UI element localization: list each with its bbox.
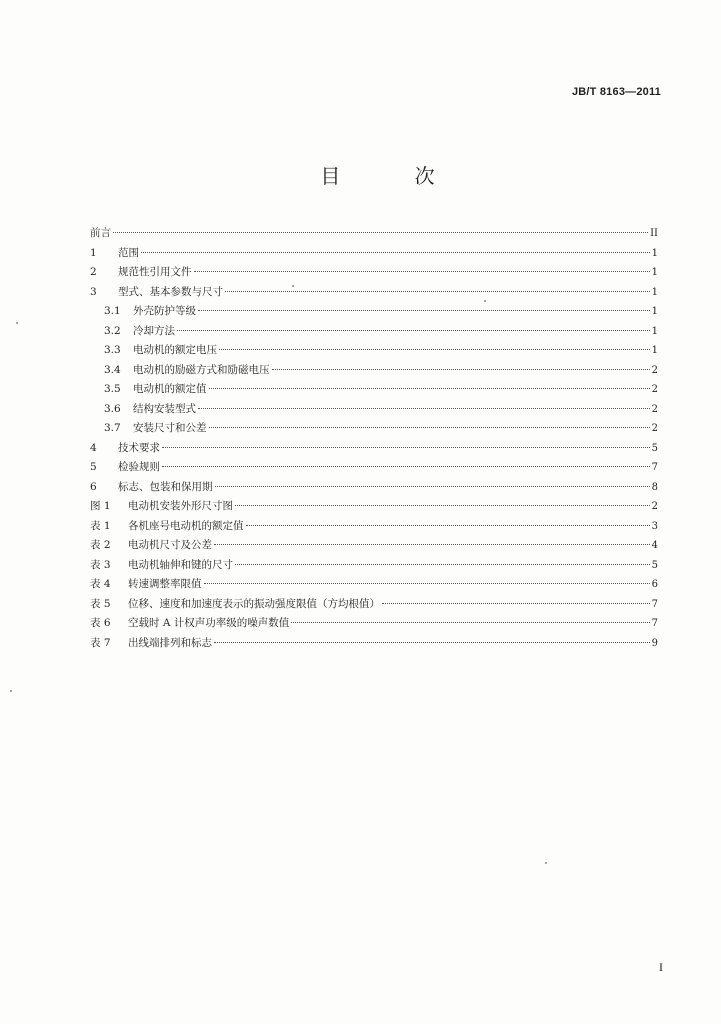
toc-entry-title: 检验规则 [118,461,160,473]
toc-entry-title: 电动机的额定值 [133,383,207,395]
toc-leader-dots [209,426,650,428]
toc-entry-page: 2 [651,501,658,512]
toc-leader-dots [198,309,650,311]
toc-leader-dots [215,485,650,487]
toc-leader-dots [219,348,650,350]
scan-speck [484,300,486,302]
toc-entry [90,497,658,517]
toc-leader-dots [141,251,650,253]
toc-entry-title: 电动机安装外形尺寸图 [128,500,233,512]
toc-entry-number: 3.2 [104,324,121,337]
toc-entry [90,302,658,322]
toc-entry-number: 3.1 [104,305,121,317]
toc-entry-page: 4 [651,540,658,551]
toc-entry [90,458,658,478]
toc-entry-title: 规范性引用文件 [118,266,192,278]
toc-entry-page: 2 [651,384,658,395]
toc-entry [90,400,658,420]
toc-entry-page: 8 [651,481,658,493]
toc-entry [90,478,658,498]
toc-leader-dots [194,270,650,272]
toc-entry [90,380,658,400]
toc-entry-page: 7 [651,462,658,473]
toc-entry-page: 1 [651,306,658,317]
toc-entry [90,341,658,361]
toc-entry-title: 位移、速度和加速度表示的振动强度限值（方均根值） [128,597,380,610]
toc-entry-title: 范围 [118,246,139,259]
toc-entry-title: 外壳防护等级 [133,305,196,317]
toc-entry [90,361,658,381]
toc-entry [90,224,658,244]
toc-entry-page: 3 [651,520,658,532]
toc-entry-title: 冷却方法 [133,324,175,337]
scan-speck [292,285,294,287]
toc-entry-title: 电动机尺寸及公差 [128,539,212,551]
toc-entry-title: 前言 [90,227,111,239]
toc-entry-title: 技术要求 [118,441,160,454]
toc-entry-page: 6 [651,579,658,590]
toc-entry-page: 1 [651,325,658,337]
toc-entry-number: 6 [90,480,97,493]
toc-entry-page: 2 [651,403,658,415]
toc-entry-title: 型式、基本参数与尺寸 [118,285,223,298]
toc-leader-dots [113,231,648,233]
toc-entry-number: 图 1 [90,500,111,512]
toc-entry-title: 电动机的励磁方式和励磁电压 [133,363,270,376]
toc-leader-dots [162,446,650,448]
toc-entry-page: 9 [651,637,658,649]
toc-entry-page: 7 [651,598,658,610]
toc-entry [90,439,658,459]
toc-leader-dots [198,407,650,409]
toc-entry-number: 3.4 [104,363,121,376]
toc-entry-page: 1 [651,286,658,298]
toc-entry-title: 转速调整率限值 [128,578,202,590]
scan-speck [10,690,12,692]
toc-entry [90,575,658,595]
page-folio: I [659,960,663,974]
toc-entry-page: 2 [651,423,658,434]
toc-entry [90,595,658,615]
toc-entry-page: 1 [651,267,658,278]
toc-leader-dots [291,621,649,623]
table-of-contents [90,224,658,653]
toc-entry [90,322,658,342]
toc-entry-number: 3.5 [104,383,121,395]
toc-leader-dots [272,368,650,370]
page-title: 目 次 [320,164,469,188]
toc-entry [90,263,658,283]
toc-entry [90,536,658,556]
toc-leader-dots [162,465,650,467]
toc-entry-title: 空载时 A 计权声功率级的噪声数值 [128,617,290,629]
toc-entry-number: 3.7 [104,422,121,434]
toc-leader-dots [177,329,650,331]
toc-entry-number: 表 1 [90,519,111,532]
standard-number: JB/T 8163—2011 [571,86,661,98]
toc-entry-page: 2 [651,364,658,376]
toc-entry-number: 4 [90,441,97,454]
toc-entry [90,517,658,537]
scan-speck [545,862,547,864]
toc-leader-dots [209,387,650,389]
toc-entry-number: 表 7 [90,636,111,649]
toc-leader-dots [382,602,650,604]
toc-entry-page: 5 [651,559,658,571]
scan-speck [16,322,18,324]
toc-entry-page: 1 [651,345,658,356]
toc-entry-number: 5 [90,461,97,473]
toc-entry-number: 表 2 [90,539,111,551]
toc-leader-dots [225,290,650,292]
toc-leader-dots [235,504,650,506]
toc-entry-title: 标志、包装和保用期 [118,480,213,493]
toc-entry-number: 1 [90,246,97,259]
toc-entry [90,634,658,654]
toc-leader-dots [246,524,650,526]
toc-entry-title: 安装尺寸和公差 [133,422,207,434]
toc-entry-title: 出线端排列和标志 [128,636,212,649]
toc-entry-number: 表 3 [90,558,111,571]
toc-leader-dots [204,582,650,584]
toc-entry-page: II [650,228,658,239]
toc-entry [90,556,658,576]
toc-entry-title: 电动机的额定电压 [133,344,217,356]
toc-entry-number: 3.3 [104,344,121,356]
toc-leader-dots [235,563,650,565]
toc-entry-number: 2 [90,266,97,278]
toc-entry [90,283,658,303]
toc-entry-page: 1 [651,247,658,259]
toc-entry-number: 表 4 [90,578,111,590]
toc-entry-title: 各机座号电动机的额定值 [128,519,244,532]
toc-entry [90,614,658,634]
toc-entry-title: 电动机轴伸和键的尺寸 [128,558,233,571]
toc-entry-number: 3.6 [104,402,121,415]
toc-entry [90,419,658,439]
toc-entry [90,244,658,264]
toc-entry-page: 7 [651,618,658,629]
toc-entry-number: 表 6 [90,617,111,629]
toc-leader-dots [214,641,650,643]
toc-entry-title: 结构安装型式 [133,402,196,415]
toc-entry-page: 5 [651,442,658,454]
toc-leader-dots [214,543,650,545]
toc-entry-number: 表 5 [90,597,111,610]
toc-entry-number: 3 [90,285,97,298]
